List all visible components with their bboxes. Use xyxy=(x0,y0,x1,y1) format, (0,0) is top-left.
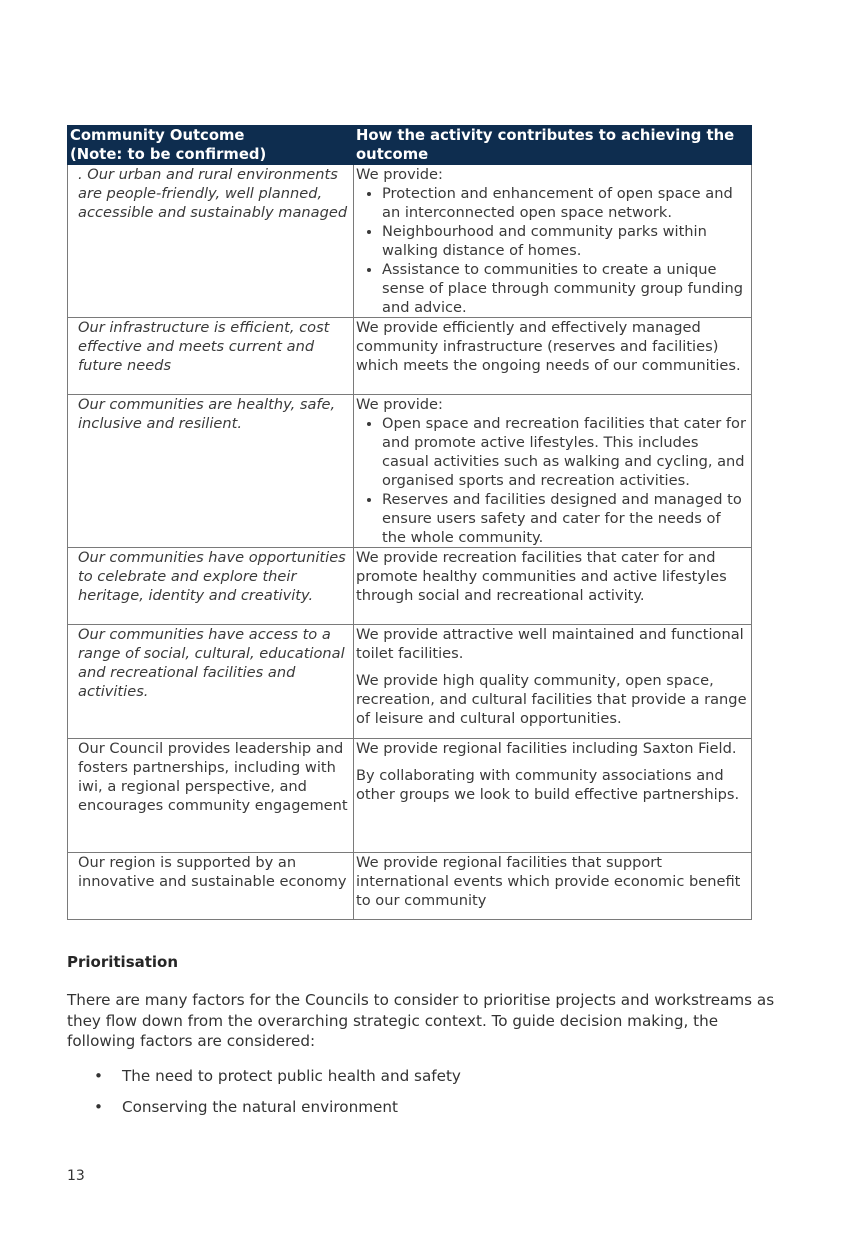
community-outcomes-table xyxy=(67,125,752,920)
contribution-paragraph: We provide attractive well maintained and functional toilet facilities. xyxy=(356,626,744,662)
contribution-intro: We provide: xyxy=(356,166,443,183)
outcome-cell: . Our urban and rural environments are people-friendly, well planned, accessible and sustainably managed xyxy=(68,165,354,318)
header-community-outcome xyxy=(68,126,354,165)
table-row xyxy=(68,739,752,853)
outcome-cell: Our communities have opportunities to celebrate and explore their heritage, identity and creativity. xyxy=(68,548,354,625)
factors-list xyxy=(67,1066,461,1128)
list-item: • Protection and enhancement of open space and an interconnected open space network. xyxy=(382,184,749,222)
section-heading: Prioritisation xyxy=(67,953,179,971)
outcome-cell: Our communities are healthy, safe, inclusive and resilient. xyxy=(68,395,354,548)
table-row xyxy=(68,548,752,625)
bullet-icon: • xyxy=(94,1098,103,1116)
list-item xyxy=(67,1066,461,1097)
list-item-text: The need to protect public health and safety xyxy=(122,1067,461,1085)
contribution-cell xyxy=(354,548,752,625)
contribution-text: We provide regional facilities that support international events which provide economic benefit to our community xyxy=(356,854,741,909)
list-item: • Open space and recreation facilities that cater for and promote active lifestyles. This includes casual activities such as walking and cycling, and organised sports and recreation activities. xyxy=(382,414,749,490)
table-row xyxy=(68,625,752,739)
contribution-list xyxy=(356,184,749,317)
page-number: 13 xyxy=(67,1168,85,1184)
table-row xyxy=(68,853,752,920)
contribution-cell xyxy=(354,739,752,853)
contribution-paragraph: We provide high quality community, open space, recreation, and cultural facilities that provide a range of leisure and cultural opportunities. xyxy=(356,672,747,727)
outcome-cell: Our region is supported by an innovative and sustainable economy xyxy=(68,853,354,920)
header-activity-contribution: How the activity contributes to achieving the outcome xyxy=(354,126,752,165)
list-item: • Reserves and facilities designed and managed to ensure users safety and cater for the needs of the whole community. xyxy=(382,490,749,547)
contribution-cell xyxy=(354,395,752,548)
outcome-cell: Our communities have access to a range of social, cultural, educational and recreational facilities and activities. xyxy=(68,625,354,739)
table-row xyxy=(68,165,752,318)
list-item xyxy=(67,1097,461,1128)
contribution-cell xyxy=(354,853,752,920)
contribution-text: We provide recreation facilities that cater for and promote healthy communities and active lifestyles through social and recreational activity. xyxy=(356,549,727,604)
header-community-outcome-line2: (Note: to be confirmed) xyxy=(70,146,267,163)
outcome-cell: Our infrastructure is efficient, cost effective and meets current and future needs xyxy=(68,318,354,395)
bullet-icon: • xyxy=(94,1067,103,1085)
contribution-list xyxy=(356,414,749,547)
header-community-outcome-line1: Community Outcome xyxy=(70,127,245,144)
table-row xyxy=(68,318,752,395)
outcome-cell: Our Council provides leadership and fosters partnerships, including with iwi, a regional perspective, and encourages community engagement xyxy=(68,739,354,853)
table-row xyxy=(68,395,752,548)
contribution-cell xyxy=(354,318,752,395)
contribution-intro: We provide: xyxy=(356,396,443,413)
contribution-paragraph: By collaborating with community associations and other groups we look to build effective partnerships. xyxy=(356,767,740,803)
contribution-text: We provide efficiently and effectively managed community infrastructure (reserves and facilities) which meets the ongoing needs of our communities. xyxy=(356,319,741,374)
section-paragraph: There are many factors for the Councils to consider to prioritise projects and workstreams as they flow down from the overarching strategic context. To guide decision making, the following factors are considered: xyxy=(67,991,775,1050)
list-item: • Assistance to communities to create a unique sense of place through community group funding and advice. xyxy=(382,260,749,317)
table-header-row xyxy=(68,126,752,165)
contribution-paragraph: We provide regional facilities including Saxton Field. xyxy=(356,740,737,757)
contribution-cell xyxy=(354,625,752,739)
contribution-cell xyxy=(354,165,752,318)
list-item-text: Conserving the natural environment xyxy=(122,1098,398,1116)
list-item: • Neighbourhood and community parks within walking distance of homes. xyxy=(382,222,749,260)
